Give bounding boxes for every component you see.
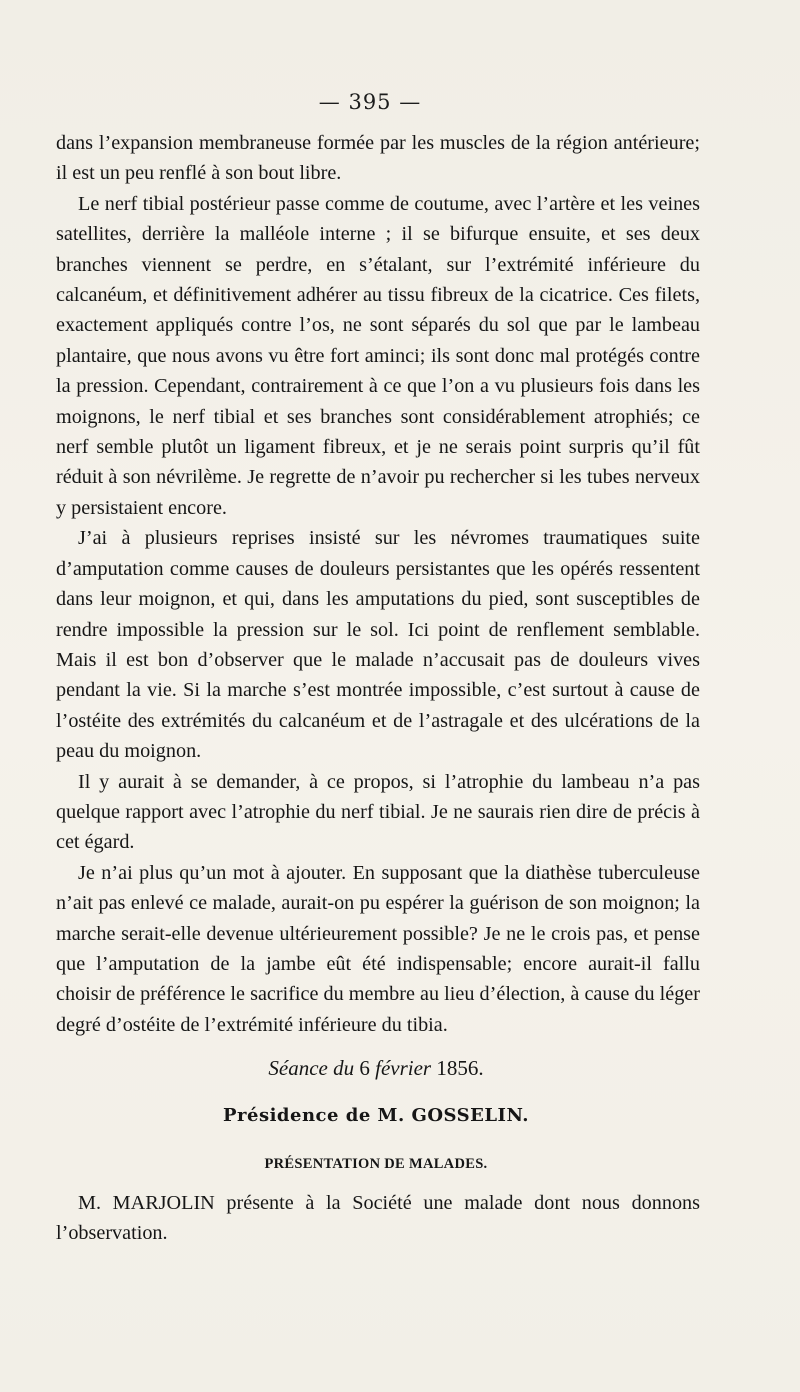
session-heading xyxy=(0,1056,752,1081)
page-number: — 395 — xyxy=(318,90,422,114)
section-heading: PRÉSENTATION DE MALADES. xyxy=(264,1156,488,1172)
paragraph-nevromes: J’ai à plusieurs reprises insisté sur les névromes traumatiques suite d’amputation comme causes de douleurs persistantes que les opérés ressentent dans leur moignon, et qui, dans les amputations du pied, sont susceptibles de rendre impossible la pression sur le sol. Ici point de renflement semblable. Mais il est bon d’observer que le malade n’accusait pas de douleurs vives pendant la vie. Si la marche s’est montrée impossible, c’est surtout à cause de l’ostéite des extrémités du calcanéum et de l’astragale et des ulcérations de la peau du moignon. xyxy=(56,527,700,763)
paragraph-continuation: dans l’expansion membraneuse formée par les muscles de la région antérieure; il est un peu renflé à son bout libre. xyxy=(56,132,700,185)
presidency-heading: Présidence de M. GOSSELIN. xyxy=(222,1105,530,1126)
session-month: février xyxy=(375,1056,432,1080)
closing-text xyxy=(56,1188,700,1249)
paragraph-conclusion: Je n’ai plus qu’un mot à ajouter. En supposant que la diathèse tuberculeuse n’ait pas enlevé ce malade, aurait-on pu espérer la guérison de son moignon; la marche serait-elle devenue ultérieurement possible? Je ne le crois pas, et pense que l’amputation de la jambe eût été indispensable; encore aurait-il fallu choisir de préférence le sacrifice du membre au lieu d’élection, à cause du léger degré d’ostéite de l’extrémité inférieure du tibia. xyxy=(56,861,700,1036)
paragraph-marjolin: M. MARJOLIN présente à la Société une malade dont nous donnons l’observation. xyxy=(56,1192,700,1245)
session-label: Séance du xyxy=(268,1056,355,1080)
paragraph-atrophie: Il y aurait à se demander, à ce propos, si l’atrophie du lambeau n’a pas quelque rapport avec l’atrophie du nerf tibial. Je ne saurais rien dire de précis à cet égard. xyxy=(56,770,700,854)
session-day: 6 xyxy=(359,1056,370,1080)
session-year: 1856. xyxy=(436,1056,484,1080)
paragraph-nerf-tibial: Le nerf tibial postérieur passe comme de coutume, avec l’artère et les veines satellites, derrière la malléole interne ; il se bifurque ensuite, et ses deux branches viennent se perdre, en s’étalant, sur l’extrémité inférieure du calcanéum, et définitivement adhérer au tissu fibreux de la cicatrice. Ces filets, exactement appliqués contre l’os, ne sont séparés du sol que par le lambeau plantaire, que nous avons vu être fort aminci; ils sont donc mal protégés contre la pression. Cependant, contrairement à ce que l’on a vu plusieurs fois dans les moignons, le nerf tibial et ses branches sont considérablement atrophiés; ce nerf semble plutôt un ligament fibreux, et je ne serais point surpris qu’il fût réduit à son névrilème. Je regrette de n’avoir pu rechercher si les tubes nerveux y persistaient encore. xyxy=(56,192,700,519)
main-text xyxy=(56,128,700,1040)
